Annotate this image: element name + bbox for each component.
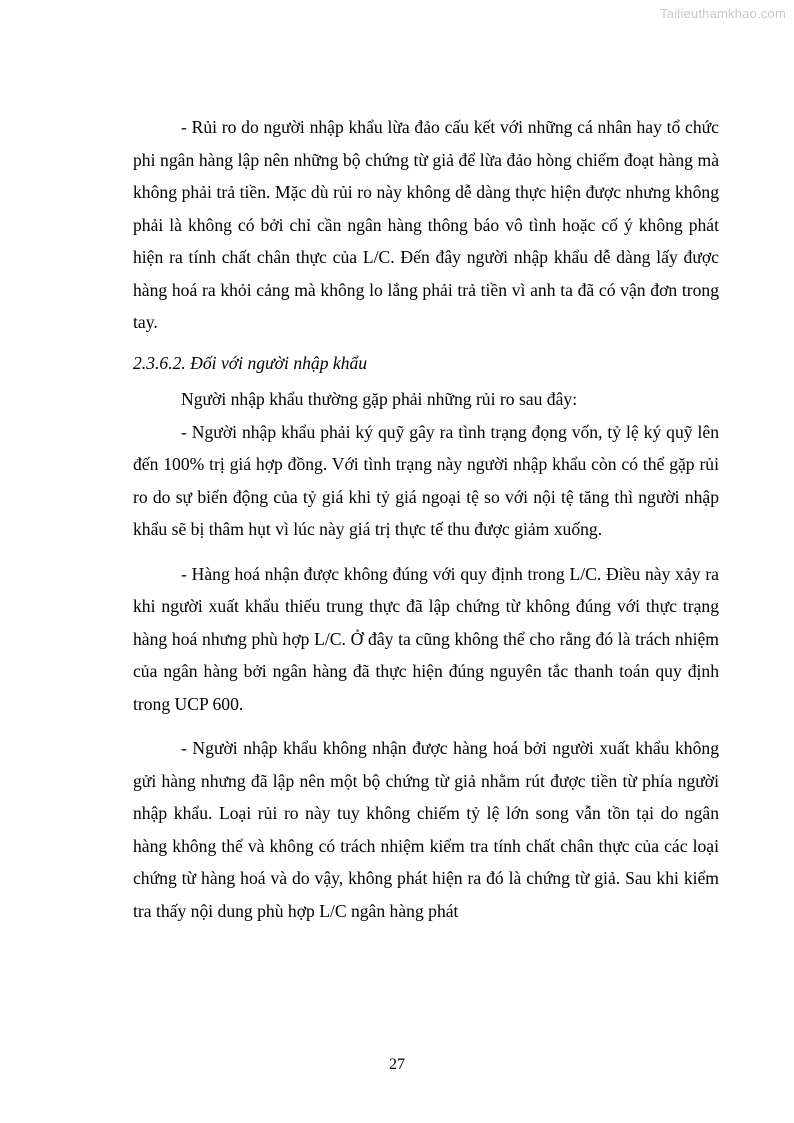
paragraph-intro: Người nhập khẩu thường gặp phải những rủi ro sau đây: xyxy=(181,389,578,409)
paragraph-deposit-risk: - Người nhập khẩu phải ký quỹ gây ra tình trạng đọng vốn, tỷ lệ ký quỹ lên đến 100% trị giá hợp đồng. Với tình trạng này người nhập khẩu còn có thể gặp rủi ro do sự biến động của tỷ giá khi tỷ giá ngoại tệ so với nội tệ tăng thì người nhập khẩu sẽ bị thâm hụt vì lúc này giá trị thực tế thu được giảm xuống. xyxy=(133,421,719,539)
document-body xyxy=(133,111,719,927)
paragraph-importer-fraud: - Rủi ro do người nhập khẩu lừa đảo cấu kết với những cá nhân hay tổ chức phi ngân hàng lập nên những bộ chứng từ giả để lừa đảo hòng chiếm đoạt hàng mà không phải trả tiền. Mặc dù rủi ro này không dễ dàng thực hiện được nhưng không phải là không có bởi chỉ cần ngân hàng thông báo vô tình hoặc cố ý không phát hiện ra tính chất chân thực của L/C. Đến đây người nhập khẩu dễ dàng lấy được hàng hoá ra khỏi cảng mà không lo lắng phải trả tiền vì anh ta đã có vận đơn trong tay. xyxy=(133,117,719,332)
section-heading: 2.3.6.2. Đối với người nhập khẩu xyxy=(133,352,368,373)
paragraph-no-goods: - Người nhập khẩu không nhận được hàng hoá bởi người xuất khẩu không gửi hàng nhưng đã lập nên một bộ chứng từ giả nhằm rút được tiền từ phía người nhập khẩu. Loại rủi ro này tuy không chiếm tỷ lệ lớn song vẫn tồn tại do ngân hàng không thể và không có trách nhiệm kiểm tra tính chất chân thực của các loại chứng từ hàng hoá và do vậy, không phát hiện ra đó là chứng từ giả. Sau khi kiểm tra thấy nội dung phù hợp L/C ngân hàng phát xyxy=(133,738,719,921)
watermark-text: Tailieuthamkhao.com xyxy=(660,6,786,21)
page-number: 27 xyxy=(389,1056,405,1073)
paragraph-goods-mismatch: - Hàng hoá nhận được không đúng với quy định trong L/C. Điều này xảy ra khi người xuất khẩu thiếu trung thực đã lập chứng từ không đúng với thực trạng hàng hoá nhưng phù hợp L/C. Ở đây ta cũng không thể cho rằng đó là trách nhiệm của ngân hàng bởi ngân hàng đã thực hiện đúng nguyên tắc thanh toán quy định trong UCP 600. xyxy=(133,563,719,714)
